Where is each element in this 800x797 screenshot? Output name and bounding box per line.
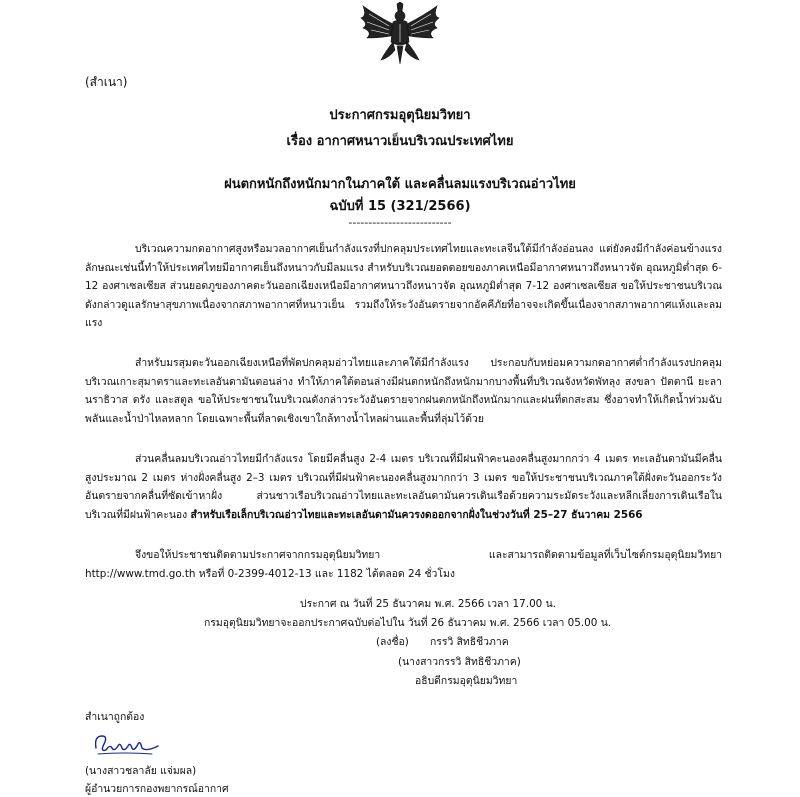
copy-mark: (สำเนา) <box>85 75 128 89</box>
subject-line-2: ฝนตกหนักถึงหนักมากในภาคใต้ และคลื่นลมแรงบริเวณอ่าวไทย <box>224 177 576 192</box>
sign-fullname: (นางสาวกรรวิ สิทธิชีวภาค) <box>398 656 521 668</box>
sign-position: อธิบดีกรมอุตุนิยมวิทยา <box>415 675 518 687</box>
paragraph-4-text: จึงขอให้ประชาชนติดตามประกาศจากกรมอุตุนิยมวิทยา และสามารถติดตามข้อมูลที่เว็บไซต์กรมอุตุนิยมวิทยา http://www.tmd.go.th หรือที่ 0-2399-4012-13 และ 1182 ได้ตลอด 24 ชั่วโมง <box>85 549 722 580</box>
certifier-name: (นางสาวชลาลัย แจ่มผล) <box>85 765 197 777</box>
handwritten-signature-icon <box>92 730 162 758</box>
separator-line: -------------------------- <box>348 216 452 229</box>
paragraph-1-text: บริเวณความกดอากาศสูงหรือมวลอากาศเย็นกำลังแรงที่ปกคลุมประเทศไทยและทะเลจีนใต้มีกำลังอ่อนลง แต่ยังคงมีกำลังค่อนข้างแรง ลักษณะเช่นนี้ทำให้ประเทศไทยมีอากาศเย็นถึงหนาวกับมีลมแรง สำหรับบริเวณยอดดอยของภาคเหนือมีอากาศหนาวถึงหนาวจัด อุณหภูมิต่ำสุด 6-12 องศาเซลเซียส ส่วนยอดภูของภาคตะวันออกเฉียงเหนือมีอากาศหนาวถึงหนาวจัด อุณหภูมิต่ำสุด 7-12 องศาเซลเซียส ขอให้ประชาชนบริเวณดังกล่าวดูแลรักษาสุขภาพเนื่องจากสภาพอากาศที่หนาวเย็น รวมถึงให้ระวังอันตรายจากอัคคีภัยที่อาจจะเกิดขึ้นเนื่องจากสภาพอากาศแห้งและลมแรง <box>85 243 722 330</box>
issue-number: ฉบับที่ 15 (321/2566) <box>329 199 471 214</box>
announce-date: ประกาศ ณ วันที่ 25 ธันวาคม พ.ศ. 2566 เวลา 17.00 น. <box>300 598 557 610</box>
garuda-emblem-icon <box>355 2 445 66</box>
next-announcement: กรมอุตุนิยมวิทยาจะออกประกาศฉบับต่อไปใน วันที่ 26 ธันวาคม พ.ศ. 2566 เวลา 05.00 น. <box>204 617 612 629</box>
paragraph-heavy-rain <box>85 354 722 428</box>
certified-copy-label: สำเนาถูกต้อง <box>85 711 145 723</box>
paragraph-3-text: ส่วนคลื่นลมบริเวณอ่าวไทยมีกำลังแรง โดยมีคลื่นสูง 2-4 เมตร บริเวณที่มีฝนฟ้าคะนองคลื่นสูงมากกว่า 4 เมตร ทะเลอันดามันมีคลื่นสูงประมาณ 2 เมตร ห่างฝั่งคลื่นสูง 2–3 เมตร บริเวณที่มีฝนฟ้าคะนองคลื่นสูงมากกว่า 3 เมตร ขอให้ประชาชนบริเวณภาคใต้ฝั่งตะวันออกระวังอันตรายจากคลื่นที่ซัดเข้าหาฝั่ง ส่วนชาวเรือบริเวณอ่าวไทยและทะเลอันดามันควรเดินเรือด้วยความระมัดระวังและหลีกเลี่ยงการเดินเรือในบริเวณที่มีฝนฟ้าคะนอง <box>85 453 722 521</box>
sign-name: กรรวิ สิทธิชีวภาค <box>430 636 509 648</box>
sign-prefix: (ลงชื่อ) <box>376 636 409 648</box>
paragraph-cold-weather <box>85 240 722 333</box>
subject-line-1: เรื่อง อากาศหนาวเย็นบริเวณประเทศไทย <box>286 134 514 149</box>
paragraph-contact <box>85 546 722 583</box>
document-title: ประกาศกรมอุตุนิยมวิทยา <box>329 108 471 123</box>
paragraph-strong-waves <box>85 450 722 524</box>
paragraph-3-bold-warning: สำหรับเรือเล็กบริเวณอ่าวไทยและทะเลอันดามันควรงดออกจากฝั่งในช่วงวันที่ 25–27 ธันวาคม 2566 <box>190 508 643 521</box>
paragraph-2-text: สำหรับมรสุมตะวันออกเฉียงเหนือที่พัดปกคลุมอ่าวไทยและภาคใต้มีกำลังแรง ประกอบกับหย่อมความกดอากาศต่ำกำลังแรงปกคลุมบริเวณเกาะสุมาตราและทะเลอันดามันตอนล่าง ทำให้ภาคใต้ตอนล่างมีฝนตกหนักถึงหนักมากบางพื้นที่บริเวณจังหวัดพัทลุง สงขลา ปัตตานี ยะลา นราธิวาส ตรัง และสตูล ขอให้ประชาชนในบริเวณดังกล่าวระวังอันตรายจากฝนตกหนักถึงหนักมากและฝนที่ตกสะสม ซึ่งอาจทำให้เกิดน้ำท่วมฉับพลันและน้ำป่าไหลหลาก โดยเฉพาะพื้นที่ลาดเชิงเขาใกล้ทางน้ำไหลผ่านและพื้นที่ลุ่มไว้ด้วย <box>85 357 722 425</box>
certifier-position: ผู้อำนวยการกองพยากรณ์อากาศ <box>85 783 229 795</box>
